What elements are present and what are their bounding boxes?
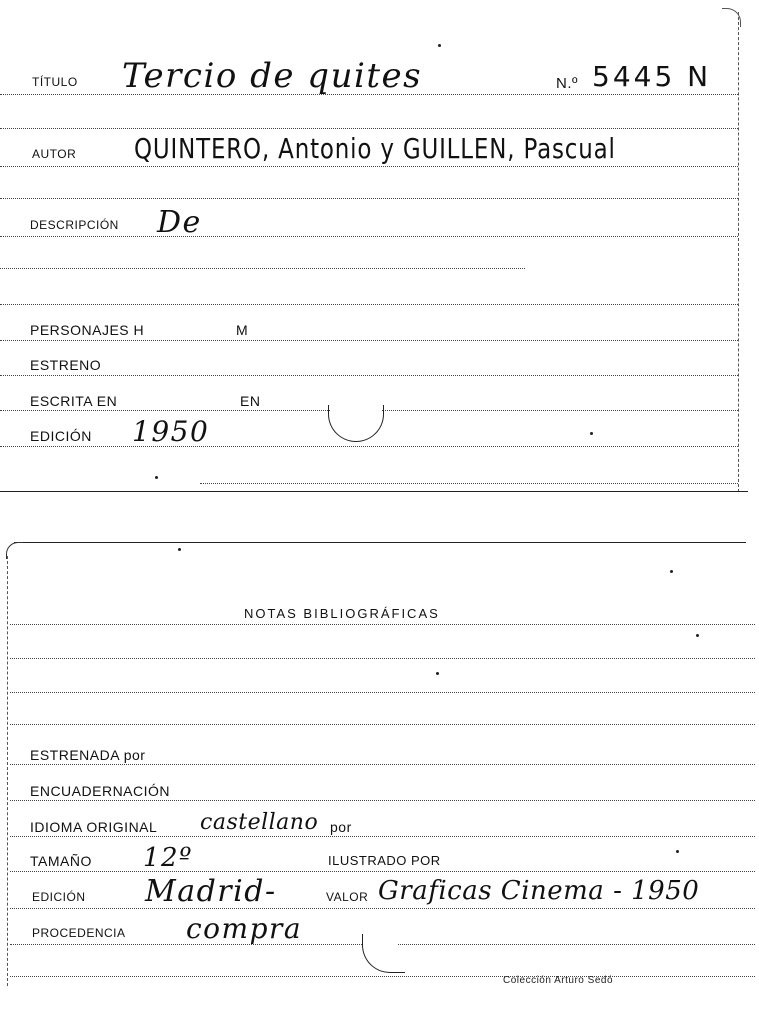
procedencia-line-right: [398, 944, 755, 945]
estrenada-line: [10, 764, 755, 765]
notas-blank-1: [10, 658, 755, 659]
card2-edge-left: [7, 556, 8, 986]
ink-speck: [696, 634, 699, 637]
blank-line-1: [0, 128, 738, 129]
procedencia-line-left: [10, 944, 362, 945]
blank-line-3: [0, 268, 525, 269]
catalog-card-top: [0, 0, 759, 495]
descripcion-line: [0, 236, 738, 237]
edicion-line: [0, 446, 738, 447]
procedencia-label: PROCEDENCIA: [32, 926, 126, 940]
edicion2-value: Madrid-: [145, 874, 277, 909]
estreno-label: ESTRENO: [30, 357, 102, 373]
tamano-label: TAMAÑO: [30, 853, 92, 869]
tamano-value: 12º: [143, 843, 193, 873]
ink-speck: [178, 548, 181, 551]
card2-top-edge: [14, 542, 746, 543]
personajes-line: [0, 340, 738, 341]
edicion-label: EDICIÓN: [30, 428, 92, 444]
edicion-value: 1950: [132, 415, 210, 448]
idioma-line: [10, 836, 755, 837]
ink-speck: [590, 432, 593, 435]
titulo-line: [0, 94, 738, 95]
ink-speck: [670, 570, 673, 573]
valor-value: Graficas Cinema - 1950: [378, 876, 700, 906]
punch-hole-2: [362, 934, 405, 973]
notas-label: NOTAS BIBLIOGRÁFICAS: [244, 606, 440, 621]
autor-label: AUTOR: [32, 147, 77, 161]
ink-speck: [436, 672, 439, 675]
card-bottom-edge: [0, 491, 748, 492]
escrita-en-label: EN: [240, 393, 261, 409]
titulo-value: Tercio de quites: [122, 56, 423, 96]
encuadernacion-label: ENCUADERNACIÓN: [30, 783, 171, 799]
ink-speck: [676, 850, 679, 853]
ilustrado-label: ILUSTRADO POR: [328, 853, 441, 868]
blank-line-4: [0, 304, 738, 305]
edicion2-line: [10, 908, 755, 909]
idioma-value: castellano: [200, 810, 319, 835]
descripcion-label: DESCRIPCIÓN: [30, 218, 119, 232]
numero-value: 5445 N: [592, 60, 712, 93]
escrita-line-right: [382, 410, 738, 411]
blank-line-2: [0, 198, 738, 199]
escrita-line-left: [0, 410, 330, 411]
catalog-card-bottom: [0, 538, 759, 1028]
card-corner-curve: [722, 8, 741, 27]
card2-corner-curve: [6, 542, 23, 559]
titulo-label: TÍTULO: [32, 75, 78, 89]
escrita-label: ESCRITA EN: [30, 393, 118, 409]
idioma-por-label: por: [330, 819, 352, 835]
idioma-label: IDIOMA ORIGINAL: [30, 819, 158, 835]
autor-line: [0, 166, 738, 167]
tamano-line: [10, 871, 755, 872]
personajes-label: PERSONAJES H: [30, 322, 145, 338]
notas-blank-2: [10, 692, 755, 693]
collection-footer: Colección Arturo Sedó: [503, 975, 614, 986]
punch-hole: [328, 405, 384, 442]
notas-blank-3: [10, 724, 755, 725]
valor-label: VALOR: [326, 890, 369, 904]
autor-value: QUINTERO, Antonio y GUILLEN, Pascual: [134, 132, 616, 165]
notas-line: [10, 624, 755, 625]
blank-line-last: [10, 976, 755, 977]
card-edge-right: [738, 12, 739, 492]
descripcion-value: De: [157, 205, 202, 240]
personajes-m-label: M: [236, 322, 249, 338]
estrenada-label: ESTRENADA por: [30, 747, 146, 763]
ink-speck: [438, 44, 441, 47]
blank-line-5: [200, 483, 738, 484]
procedencia-value: compra: [186, 912, 303, 945]
numero-label: N.º: [556, 75, 578, 92]
encuadernacion-line: [10, 800, 755, 801]
estreno-line: [0, 375, 738, 376]
edicion2-label: EDICIÓN: [32, 890, 86, 904]
ink-speck: [155, 476, 158, 479]
